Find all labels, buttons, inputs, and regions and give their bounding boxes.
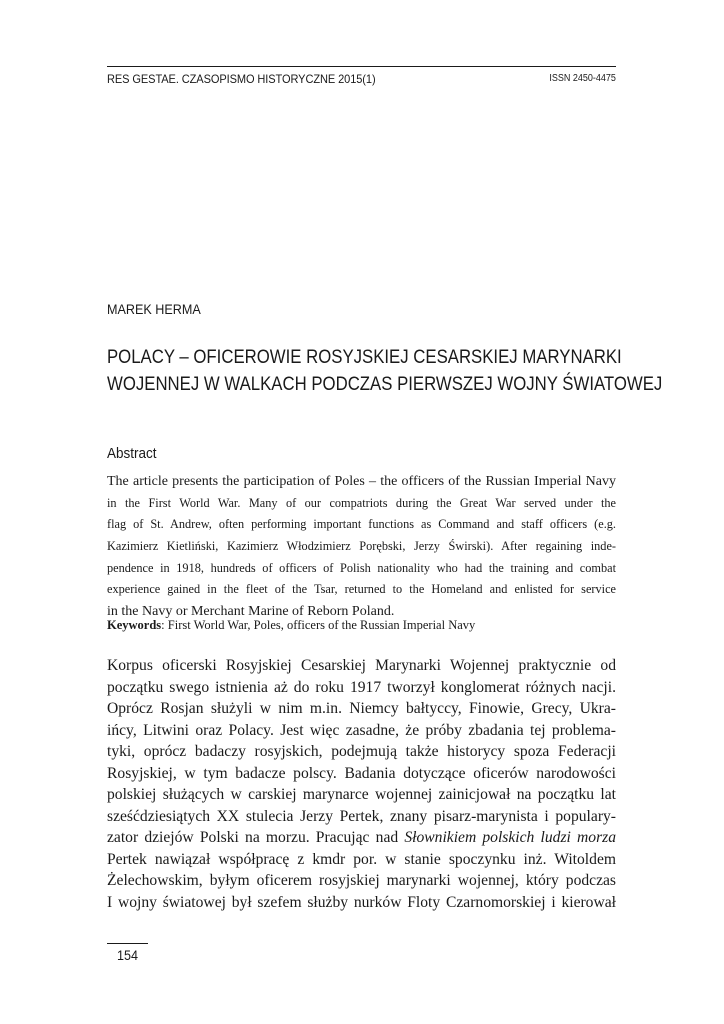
body-line: ińcy, Litwini oraz Polacy. Jest więc zasadne, że próby zbadania tej problema- — [107, 721, 616, 739]
journal-title: RES GESTAE. CZASOPISMO HISTORYCZNE 2015(1) — [107, 72, 376, 86]
keywords-text: : First World War, Poles, officers of the Russian Imperial Navy — [161, 618, 476, 632]
italic-book-title: Słownikiem polskich ludzi morza — [404, 829, 616, 846]
body-line: polskiej służących w carskiej marynarce wojennej zainicjował na początku lat — [107, 786, 616, 803]
abstract-line: flag of St. Andrew, often performing important functions as Command and staff officers (e.g. — [107, 517, 616, 532]
keywords-label: Keywords — [107, 618, 162, 632]
abstract-line: Kazimierz Kietliński, Kazimierz Włodzimierz Porębski, Jerzy Świrski). After regaining inde- — [107, 539, 616, 554]
abstract-line: The article presents the participation of Poles – the officers of the Russian Imperial Navy — [107, 474, 616, 489]
body-line: Oprócz Rosjan służyli w nim m.in. Niemcy bałtyccy, Finowie, Grecy, Ukra- — [107, 700, 616, 717]
abstract-line: in the Navy or Merchant Marine of Reborn Poland. — [107, 604, 395, 620]
body-line-part: zator dziejów Polski na morzu. Pracując nad — [107, 829, 405, 846]
footer-rule — [107, 943, 148, 944]
title-line: WOJENNEJ W WALKACH PODCZAS PIERWSZEJ WOJNY ŚWIATOWEJ — [107, 373, 663, 395]
body-line: tyki, oprócz badaczy rosyjskich, podejmują także historycy spoza Federacji — [107, 743, 616, 760]
body-line: początku swego istnienia aż do roku 1917 tworzył konglomerat różnych nacji. — [107, 678, 616, 696]
abstract-line: in the First World War. Many of our compatriots during the Great War served under the — [107, 495, 616, 510]
body-line: sześćdziesiątych XX stulecia Jerzy Pertek, znany pisarz-marynista i populary- — [107, 807, 616, 825]
issn: ISSN 2450-4475 — [549, 73, 616, 84]
body-line: Rosyjskiej, w tym badacze polscy. Badania dotyczące oficerów narodowości — [107, 764, 616, 782]
body-line: Korpus oficerski Rosyjskiej Cesarskiej Marynarki Wojennej praktycznie od — [107, 657, 616, 674]
abstract-line: experience gained in the fleet of the Tsar, returned to the Homeland and enlisted for service — [107, 582, 616, 597]
page-number: 154 — [117, 947, 139, 963]
title-line: POLACY – OFICEROWIE ROSYJSKIEJ CESARSKIEJ MARYNARKI — [107, 346, 622, 368]
article-title — [107, 344, 663, 398]
author-name: MAREK HERMA — [107, 301, 201, 317]
abstract-line: pendence in 1918, hundreds of officers of Polish nationality who had the training and combat — [107, 560, 616, 575]
body-text — [107, 655, 616, 913]
keywords — [107, 618, 475, 633]
abstract-text — [107, 471, 616, 623]
header-rule — [107, 66, 616, 67]
body-line: I wojny światowej był szefem służby nurków Floty Czarnomorskiej i kierował — [107, 893, 616, 911]
running-header — [107, 72, 616, 90]
body-line: Żelechowskim, byłym oficerem rosyjskiej marynarki wojennej, który podczas — [107, 872, 616, 889]
body-line: Pertek nawiązał współpracę z kmdr por. w stanie spoczynku inż. Witoldem — [107, 850, 616, 868]
abstract-heading: Abstract — [107, 445, 157, 462]
body-line — [107, 827, 616, 849]
